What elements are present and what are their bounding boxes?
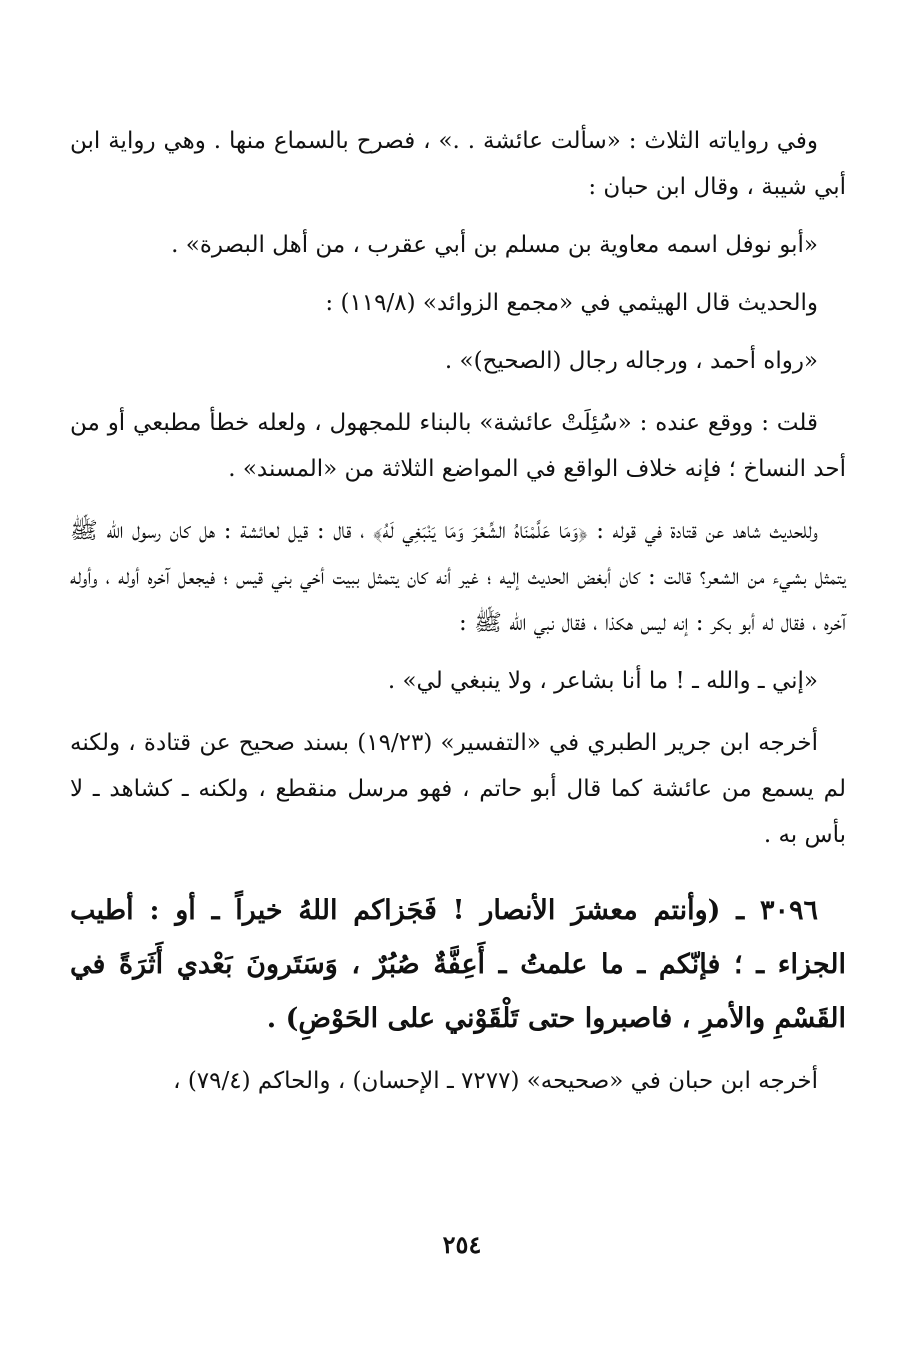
paragraph-haythami: والحديث قال الهيثمي في «مجمع الزوائد» (١١٩/٨) :	[325, 290, 818, 316]
paragraph-narrations: وفي رواياته الثلاث : «سألت عائشة . .» ، فصرح بالسماع منها . وهي رواية ابن أبي شيبة ، وقال ابن حبان :	[70, 128, 846, 200]
hadith-3096: ٣٠٩٦ ـ (وأنتم معشرَ الأنصار ! فَجَزاكم اللهُ خيراً ـ أو : أطيب الجزاء ـ ؛ فإنّكم ـ ما علمتُ ـ أَعِفَّةٌ صُبُرٌ ، وَسَتَرونَ بَعْدي أَثَرَةً في القَسْمِ والأمرِ ، فاصبروا حتى تَلْقَوْني على الحَوْضِ) .	[70, 895, 846, 1034]
quote-prophet: «إني ـ والله ـ ! ما أنا بشاعر ، ولا ينبغي لي» .	[387, 668, 818, 694]
paragraph-author-note: قلت : ووقع عنده : «سُئِلَتْ عائشة» بالبناء للمجهول ، ولعله خطأ مطبعي أو من أحد النساخ ؛ فإنه خلاف الواقع في المواضع الثلاثة من «المسند» .	[70, 410, 846, 482]
page-body	[70, 118, 846, 1357]
quote-ahmad: «رواه أحمد ، ورجاله رجال (الصحيح)» .	[444, 348, 818, 374]
quote-ibn-hibban: «أبو نوفل اسمه معاوية بن مسلم بن أبي عقرب ، من أهل البصرة» .	[171, 232, 818, 258]
paragraph-qatada-witness: وللحديث شاهد عن قتادة في قوله : ﴿وَمَا عَلَّمْنَاهُ الشِّعْرَ وَمَا يَنْبَغِي لَهُ﴾ ، قال : قيل لعائشة : هل كان رسول الله ﷺ يتمثل بشيء من الشعر؟ قالت : كان أبغض الحديث إليه ؛ غير أنه كان يتمثل ببيت أخي بني قيس ؛ فيجعل آخره أوله ، وأوله آخره ، فقال له أبو بكر : إنه ليس هكذا ، فقال نبي الله ﷺ :	[70, 518, 846, 636]
paragraph-tabari-source: أخرجه ابن جرير الطبري في «التفسير» (١٩/٢٣) بسند صحيح عن قتادة ، ولكنه لم يسمع من عائشة كما قال أبو حاتم ، فهو مرسل منقطع ، ولكنه ـ كشاهد ـ لا بأس به .	[70, 730, 846, 848]
paragraph-ibn-hibban-source: أخرجه ابن حبان في «صحيحه» (٧٢٧٧ ـ الإحسان) ، والحاكم (٧٩/٤) ،	[173, 1068, 818, 1094]
page-number: ٢٥٤	[442, 1230, 482, 1259]
